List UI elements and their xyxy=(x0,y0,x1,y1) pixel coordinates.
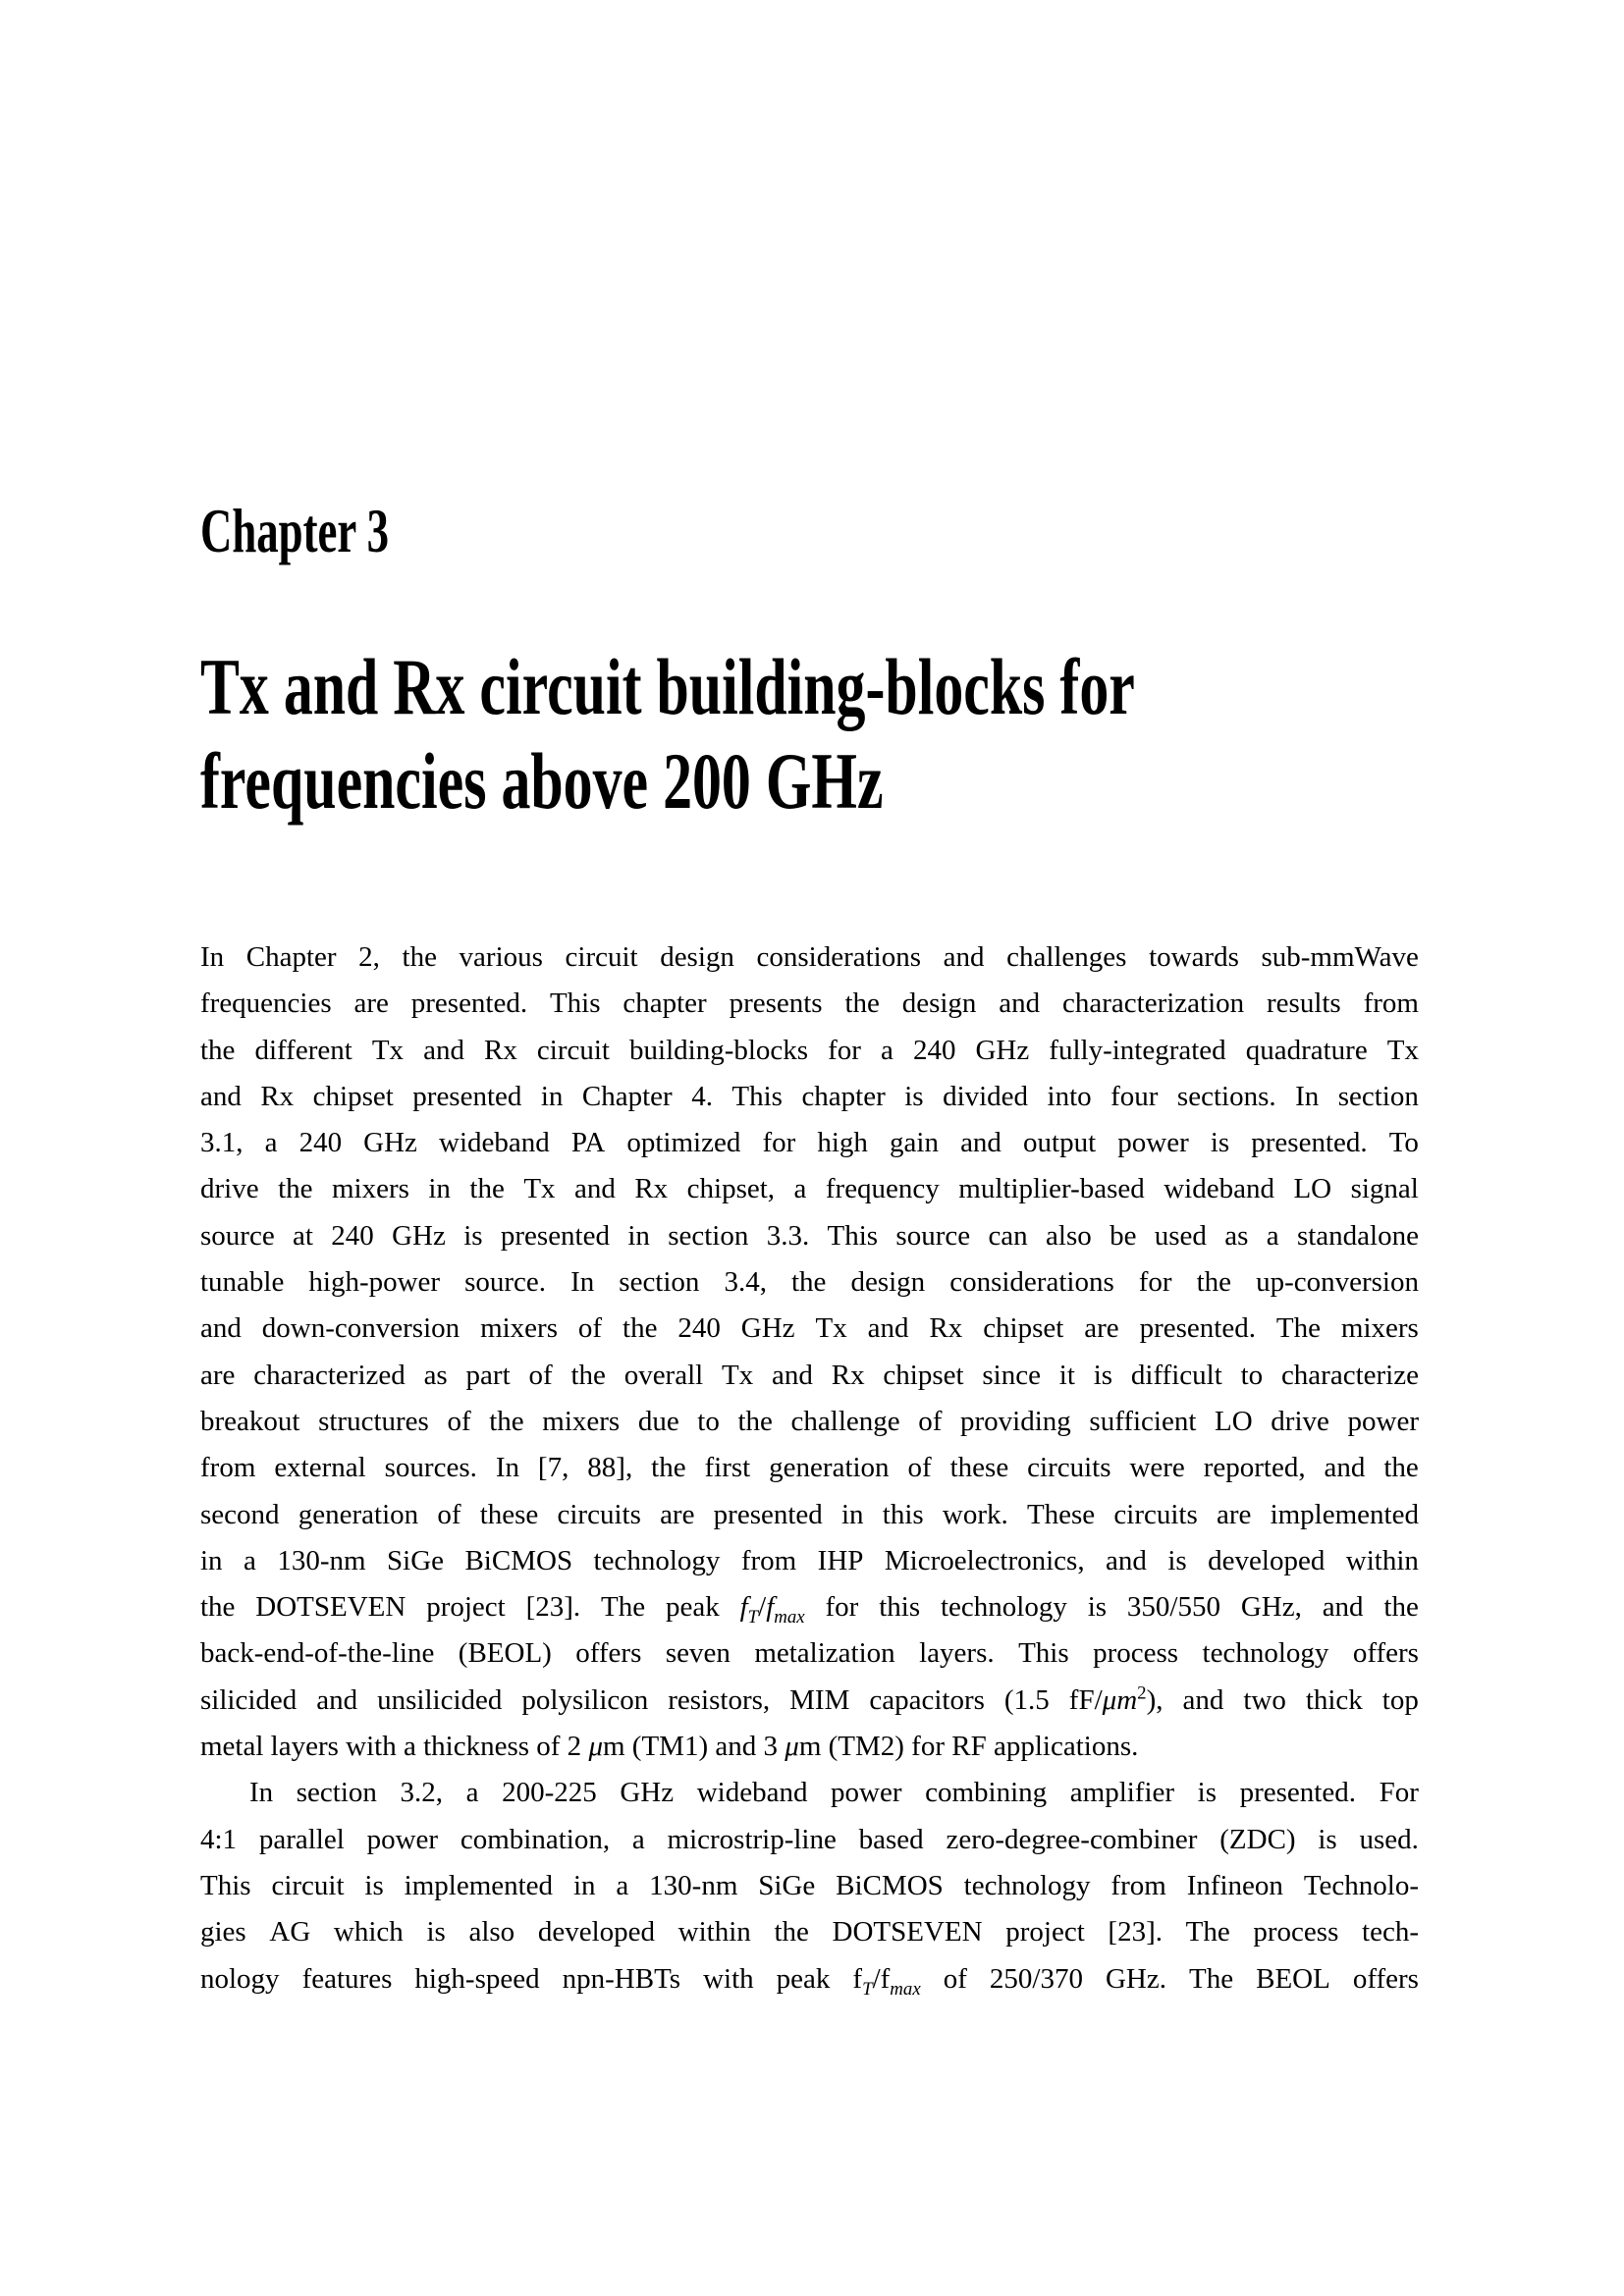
body-line-p1-l3: the different Tx and Rx circuit building-blocks for a 240 GHz fully-integrated quadrature Tx xyxy=(200,1034,1419,1066)
body-line-p1-l11: breakout structures of the mixers due to the challenge of providing sufficient LO drive power xyxy=(200,1405,1419,1437)
body-line-p1-l2: frequencies are presented. This chapter presents the design and characterization results from xyxy=(200,988,1419,1020)
body-line-p1-l12: from external sources. In [7, 88], the first generation of these circuits were reported, and the xyxy=(200,1452,1419,1484)
body-line-p2-l5: nology features high-speed npn-HBTs with peak $f_T/f_{max}$ of 250/370 GHz. The BEOL offers xyxy=(200,1962,1419,2000)
body-line-p1-l5: 3.1, a 240 GHz wideband PA optimized for high gain and output power is presented. To xyxy=(200,1127,1419,1159)
body-line-p2-l3: This circuit is implemented in a 130-nm SiGe BiCMOS technology from Infineon Technolo- xyxy=(200,1869,1419,1901)
body-line-p2-l2: 4:1 parallel power combination, a microstrip-line based zero-degree-combiner (ZDC) is used. xyxy=(200,1823,1419,1855)
chapter-title-line-2: frequencies above 200 GHz xyxy=(200,736,884,826)
body-line-p2-l4: gies AG which is also developed within the DOTSEVEN project [23]. The process tech- xyxy=(200,1916,1419,1949)
body-line-p1-l8: tunable high-power source. In section 3.4, the design considerations for the up-conversion xyxy=(200,1266,1419,1299)
body-line-p1-l18: metal layers with a thickness of 2 μm (TM1) and 3 μm (TM2) for RF applications. xyxy=(200,1731,1139,1763)
chapter-label: Chapter 3 xyxy=(200,496,390,565)
body-line-p1-l13: second generation of these circuits are presented in this work. These circuits are implemented xyxy=(200,1498,1419,1530)
body-line-p1-l10: are characterized as part of the overall Tx and Rx chipset since it is difficult to characterize xyxy=(200,1359,1419,1391)
body-line-p1-l1: In Chapter 2, the various circuit design considerations and challenges towards sub-mmWave xyxy=(200,941,1419,973)
body-line-p1-l14: in a 130-nm SiGe BiCMOS technology from IHP Microelectronics, and is developed within xyxy=(200,1544,1419,1576)
body-line-p1-l17: silicided and unsilicided polysilicon resistors, MIM capacitors (1.5 $fF/\mu m^2$), and two thick top xyxy=(200,1682,1419,1716)
body-line-p1-l4: and Rx chipset presented in Chapter 4. This chapter is divided into four sections. In section xyxy=(200,1080,1419,1112)
body-line-p1-l6: drive the mixers in the Tx and Rx chipset, a frequency multiplier-based wideband LO signal xyxy=(200,1173,1419,1205)
body-line-p1-l9: and down-conversion mixers of the 240 GHz Tx and Rx chipset are presented. The mixers xyxy=(200,1312,1419,1345)
chapter-title-line-1: Tx and Rx circuit building-blocks for xyxy=(200,642,1135,731)
body-line-p1-l15: the DOTSEVEN project [23]. The peak $f_T/f_{max}$ for this technology is 350/550 GHz, and the xyxy=(200,1591,1419,1628)
body-line-p1-l7: source at 240 GHz is presented in section 3.3. This source can also be used as a standalone xyxy=(200,1219,1419,1252)
body-line-p2-l1: In section 3.2, a 200-225 GHz wideband power combining amplifier is presented. For xyxy=(249,1777,1419,1809)
body-text xyxy=(200,934,1419,2002)
body-line-p1-l16: back-end-of-the-line (BEOL) offers seven metalization layers. This process technology offers xyxy=(200,1637,1419,1670)
chapter-title xyxy=(200,640,1419,828)
